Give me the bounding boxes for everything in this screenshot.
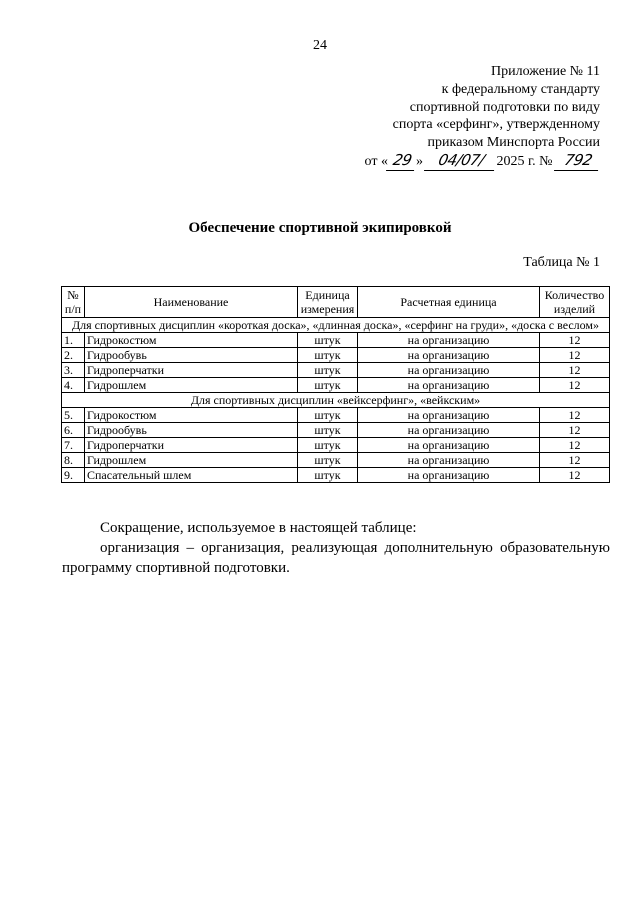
cell-qty: 12 bbox=[540, 468, 610, 483]
cell-name: Гидрошлем bbox=[85, 453, 298, 468]
date-mid: » bbox=[415, 153, 423, 169]
group-row-1 bbox=[62, 318, 610, 333]
date-year: 2025 г. № bbox=[496, 153, 553, 169]
cell-unit: штук bbox=[298, 468, 358, 483]
header-calc: Расчетная единица bbox=[358, 287, 540, 318]
cell-unit: штук bbox=[298, 408, 358, 423]
header-qty: Количество изделий bbox=[540, 287, 610, 318]
appendix-line-3: спортивной подготовки по виду bbox=[409, 99, 600, 115]
cell-qty: 12 bbox=[540, 333, 610, 348]
handwritten-month: 04/07/ bbox=[424, 152, 498, 171]
cell-name: Гидрошлем bbox=[85, 378, 298, 393]
cell-calc: на организацию bbox=[358, 378, 540, 393]
cell-unit: штук bbox=[298, 453, 358, 468]
footnote-heading: Сокращение, используемое в настоящей таблице: bbox=[100, 520, 417, 536]
cell-qty: 12 bbox=[540, 348, 610, 363]
cell-qty: 12 bbox=[540, 453, 610, 468]
page-number: 24 bbox=[313, 38, 327, 53]
table-row bbox=[62, 423, 610, 438]
cell-qty: 12 bbox=[540, 363, 610, 378]
appendix-line-4: спорта «серфинг», утвержденному bbox=[392, 117, 600, 133]
cell-num: 6. bbox=[62, 423, 85, 438]
header-unit: Единица измерения bbox=[298, 287, 358, 318]
cell-calc: на организацию bbox=[358, 453, 540, 468]
table-row bbox=[62, 438, 610, 453]
header-num: № п/п bbox=[62, 287, 85, 318]
handwritten-order-number: 792 bbox=[554, 152, 602, 171]
cell-name: Гидрокостюм bbox=[85, 333, 298, 348]
cell-calc: на организацию bbox=[358, 333, 540, 348]
appendix-line-1: Приложение № 11 bbox=[491, 64, 600, 79]
cell-qty: 12 bbox=[540, 378, 610, 393]
cell-num: 9. bbox=[62, 468, 85, 483]
cell-name: Спасательный шлем bbox=[85, 468, 298, 483]
cell-unit: штук bbox=[298, 363, 358, 378]
table-row bbox=[62, 333, 610, 348]
cell-qty: 12 bbox=[540, 423, 610, 438]
cell-calc: на организацию bbox=[358, 423, 540, 438]
order-date-line bbox=[340, 152, 600, 171]
cell-qty: 12 bbox=[540, 408, 610, 423]
handwritten-day: 29 bbox=[386, 152, 418, 171]
header-name: Наименование bbox=[85, 287, 298, 318]
cell-num: 4. bbox=[62, 378, 85, 393]
appendix-line-2: к федеральному стандарту bbox=[441, 81, 600, 97]
table-row bbox=[62, 468, 610, 483]
cell-calc: на организацию bbox=[358, 348, 540, 363]
table-row bbox=[62, 408, 610, 423]
cell-unit: штук bbox=[298, 348, 358, 363]
group-row-2 bbox=[62, 393, 610, 408]
cell-name: Гидрообувь bbox=[85, 348, 298, 363]
document-title: Обеспечение спортивной экипировкой bbox=[188, 220, 452, 236]
cell-num: 2. bbox=[62, 348, 85, 363]
cell-calc: на организацию bbox=[358, 468, 540, 483]
group-heading-1: Для спортивных дисциплин «короткая доска», «длинная доска», «серфинг на груди», «доска с веслом» bbox=[62, 318, 610, 333]
date-prefix: от « bbox=[364, 153, 388, 169]
cell-num: 5. bbox=[62, 408, 85, 423]
cell-num: 1. bbox=[62, 333, 85, 348]
cell-qty: 12 bbox=[540, 438, 610, 453]
table-label: Таблица № 1 bbox=[523, 255, 600, 270]
cell-unit: штук bbox=[298, 378, 358, 393]
cell-num: 8. bbox=[62, 453, 85, 468]
cell-num: 7. bbox=[62, 438, 85, 453]
table-row bbox=[62, 378, 610, 393]
table-header-row bbox=[62, 287, 610, 318]
cell-num: 3. bbox=[62, 363, 85, 378]
table-row bbox=[62, 348, 610, 363]
cell-name: Гидроперчатки bbox=[85, 438, 298, 453]
group-heading-2: Для спортивных дисциплин «вейксерфинг», «вейкским» bbox=[62, 393, 610, 408]
cell-calc: на организацию bbox=[358, 438, 540, 453]
cell-name: Гидрообувь bbox=[85, 423, 298, 438]
table-row bbox=[62, 363, 610, 378]
cell-unit: штук bbox=[298, 333, 358, 348]
cell-name: Гидроперчатки bbox=[85, 363, 298, 378]
appendix-line-5: приказом Минспорта России bbox=[427, 135, 600, 151]
cell-calc: на организацию bbox=[358, 363, 540, 378]
footnote-definition: организация – организация, реализующая дополнительную образовательную программу спортивной подготовки. bbox=[62, 540, 610, 576]
equipment-table bbox=[61, 286, 610, 483]
footnote bbox=[62, 518, 610, 578]
cell-name: Гидрокостюм bbox=[85, 408, 298, 423]
cell-calc: на организацию bbox=[358, 408, 540, 423]
table-row bbox=[62, 453, 610, 468]
appendix-block bbox=[340, 63, 600, 171]
cell-unit: штук bbox=[298, 438, 358, 453]
cell-unit: штук bbox=[298, 423, 358, 438]
